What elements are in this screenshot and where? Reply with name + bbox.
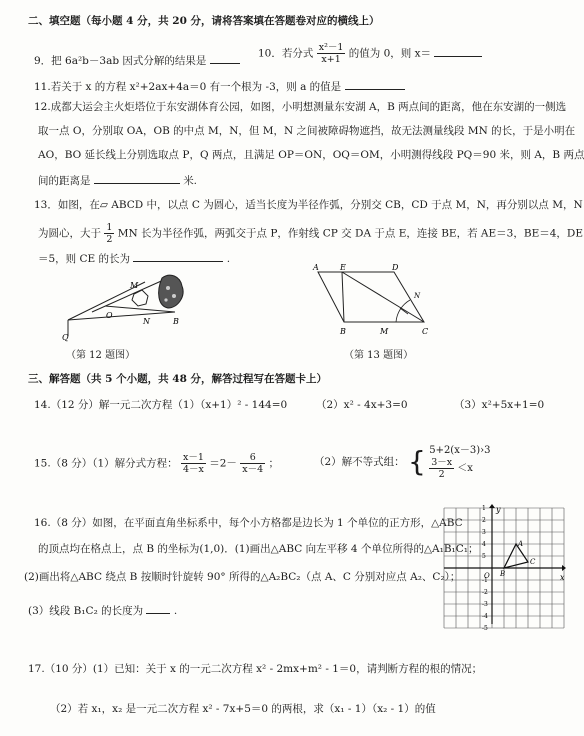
fig13-label-a: A [313,263,319,272]
q15-mid: ＝2－ [209,457,237,470]
q15-pre: 15.（8 分）（1）解分式方程： [34,457,178,470]
figure-13 [304,262,434,338]
grid-label-y: y [496,505,501,514]
ineq2-num: 3－x [431,457,453,468]
q16-line1: 16.（8 分）如图，在平面直角坐标系中，每个小方格都是边长为 1 个单位的正方形，△ABC [34,517,463,529]
y-tick-label: 2 [482,517,486,524]
q14-part3: （3）x²+5x+1=0 [454,399,545,411]
q10-denominator: x+1 [321,54,341,65]
q10-pre: 10．若分式 [258,47,314,60]
answer-blank-16[interactable] [146,602,170,614]
q15-f1-num: x－1 [183,452,204,463]
y-tick-label: 3 [482,529,486,536]
answer-blank-11[interactable] [345,78,405,90]
answer-blank-13[interactable] [133,250,223,262]
inequality-1: 5+2(x－3)›3 [429,445,491,456]
q16-line2: 的顶点均在格点上，点 B 的坐标为(1,0)．(1)画出△ABC 向左平移 4 个单位所得的△A₁B₁C₁； [38,543,479,555]
coordinate-grid [440,502,568,632]
line-ce [342,272,424,322]
fig12-label-b: B [173,317,179,326]
y-tick-label: -1 [482,577,488,584]
fig12-label-q: Q [62,333,69,342]
q15-fraction1 [181,452,206,475]
grid-label-origin: O [484,572,490,580]
question-11 [34,78,405,94]
q15-fraction2 [240,452,265,475]
ineq2-post: ＜x [457,463,473,474]
q13-line3-pre: ＝5，则 CE 的长为 [38,253,131,265]
line-be [342,272,344,322]
grid-label-c: C [530,558,536,566]
q16-line4 [28,602,177,618]
fig13-label-e: E [340,263,346,272]
y-axis-arrow [489,504,495,508]
q16-line4-post: . [173,605,178,617]
lake-blob [159,275,183,308]
q11-text: 11.若关于 x 的方程 x²+2ax+4a＝0 有一个根为 -3，则 a 的值是 [34,81,342,93]
fig12-caption: （第 12 题图） [66,350,136,361]
y-tick-label: -3 [482,601,488,608]
q10-post: 的值为 0，则 x＝ [348,47,432,60]
y-tick-label: -5 [482,625,488,632]
section3-title: 三、解答题（共 5 个小题，共 48 分，解答过程写在答题卡上） [28,373,328,385]
q13-line1: 13．如图，在▱ ABCD 中，以点 C 为圆心，适当长度为半径作弧，分别交 CB，CD 于点 M，N，再分别以点 M，N [34,199,583,211]
fig13-label-b: B [340,327,346,336]
q15-part1 [34,452,279,475]
q14-part2: （2）x² - 4x+3=0 [316,399,408,411]
arc-mn [396,300,410,322]
q13-line2 [38,222,583,245]
grid-label-b: B [500,570,506,578]
ineq2-den: 2 [438,469,445,480]
answer-blank-12[interactable] [94,172,180,184]
question-9 [34,52,240,68]
q10-numerator: x²－1 [318,42,344,53]
figure-12 [50,270,210,342]
q13-half-den: 2 [106,234,113,245]
question-10 [258,42,482,65]
section2-title: 二、填空题（每小题 4 分，共 20 分，请将答案填在答题卷对应的横线上） [28,15,380,27]
q16-line3: (2)画出将△ABC 绕点 B 按顺时针旋转 90° 所得的△A₂BC₂（点 A、C 分别对应点 A₂、C₂）； [24,571,461,583]
y-tick-label: 1 [482,505,486,512]
q15-f1-den: 4－x [183,464,204,475]
q13-half-num: 1 [106,222,113,233]
q15-part2 [314,444,490,480]
y-tick-label: 4 [482,541,486,548]
fig13-label-m: M [380,327,389,336]
q10-fraction [317,42,346,65]
q12-line4-post: 米. [183,175,198,187]
fig12-label-n: N [143,317,150,326]
q13-line3-post: . [226,253,231,265]
q13-line2-pre: 为圆心，大于 [38,227,101,240]
q12-line4-pre: 间的距离是 [38,175,91,187]
y-tick-label: -4 [482,613,488,620]
line-q-b [68,312,175,320]
q16-line4-pre: (3）线段 B₁C₂ 的长度为 [28,605,144,617]
answer-blank-9[interactable] [210,52,240,64]
fig13-label-c: C [422,327,429,336]
q14-part1: 14.（12 分）解一元二次方程（1）（x+1）² - 144=0 [34,399,288,411]
fig13-label-d: D [392,263,399,272]
fig12-label-o: O [106,311,113,320]
fig13-label-n: N [414,292,421,300]
q9-text: 9．把 6a²b－3ab 因式分解的结果是 [34,55,207,67]
q17-line2: （2）若 x₁，x₂ 是一元二次方程 x² - 7x+5＝0 的两根，求（x₁ - 1）（x₂ - 1）的值 [50,703,436,715]
fig13-caption: （第 13 题图） [344,350,414,361]
system-brace: { [408,445,426,478]
q12-line1: 12.成都大运会主火炬塔位于东安湖体育公园，如图，小明想测量东安湖 A，B 两点间的距离，他在东安湖的一侧选 [34,101,567,113]
inequality-system [429,444,490,480]
q12-line2: 取一点 O，分别取 OA，OB 的中点 M，N，但 M，N 之间被障碍物遮挡，故无法测量线段 MN 的长，于是小明在 [38,125,576,137]
y-tick-label: -2 [482,589,488,596]
parallelogram-abcd [318,272,424,322]
obstacle-hexagon [132,290,148,306]
y-tick-label: 5 [482,553,486,560]
q15-f2-num: 6 [240,452,265,464]
q13-line3 [38,250,230,266]
q12-line3: AO，BO 延长线上分别选取点 P，Q 两点，且满足 OP＝ON，OQ＝OM，小明测得线段 PQ＝90 米，则 A，B 两点 [38,149,584,161]
answer-blank-10[interactable] [434,45,482,57]
q12-line4 [38,172,197,188]
fig12-label-m: M [130,281,139,290]
q17-line1: 17.（10 分）(1）已知：关于 x 的一元二次方程 x² - 2mx+m² - 1＝0，请判断方程的根的情况； [28,663,483,675]
grid-label-a: A [518,540,524,548]
q13-line2-post: MN 长为半径作弧，两弧交于点 P，作射线 CP 交 DA 于点 E，连接 BE，若 AE＝3，BE＝4，DE [117,227,583,240]
q15-f2-den: x－4 [242,464,264,475]
q15-p2-label: （2）解不等式组： [314,456,405,468]
inequality-2 [429,457,490,480]
grid-label-x: x [560,573,565,582]
q13-half [104,222,114,245]
q15-end: ； [268,457,280,470]
